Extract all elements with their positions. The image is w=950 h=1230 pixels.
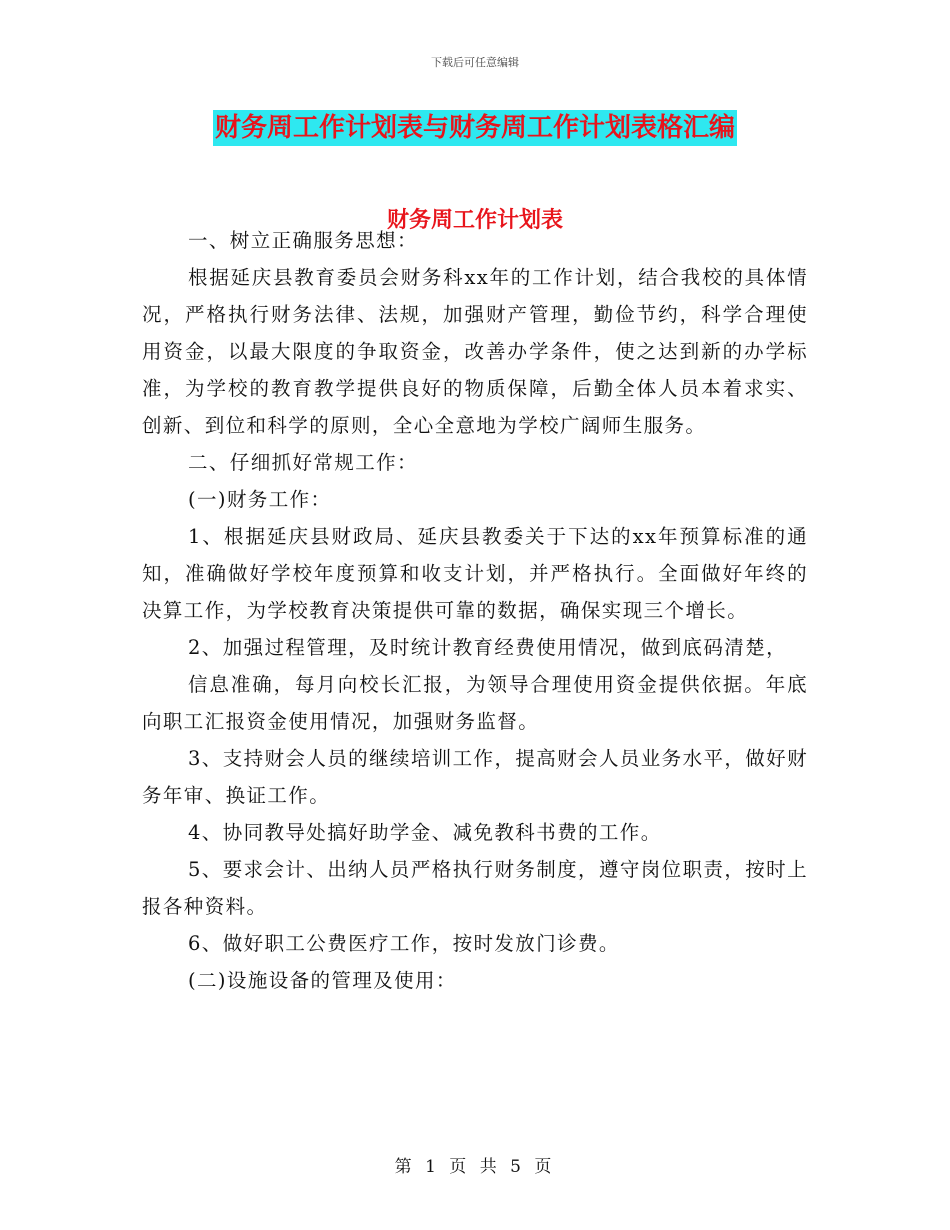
section-heading: 二、仔细抓好常规工作： bbox=[188, 451, 418, 474]
list-item-continuation: 信息准确，每月向校长汇报，为领导合理使用资金提供依据。年底向职工汇报资金使用情况，加强财务监督。 bbox=[142, 673, 808, 733]
list-item: 4、协同教导处搞好助学金、减免教科书费的工作。 bbox=[188, 821, 662, 844]
section-heading: 一、树立正确服务思想： bbox=[188, 229, 418, 252]
subsection-heading: (一)财务工作： bbox=[188, 488, 332, 511]
list-item: 6、做好职工公费医疗工作，按时发放门诊费。 bbox=[188, 932, 620, 955]
list-item: 3、支持财会人员的继续培训工作，提高财会人员业务水平，做好财务年审、换证工作。 bbox=[142, 747, 808, 807]
page-footer: 第 1 页 共 5 页 bbox=[394, 1157, 556, 1177]
main-title: 财务周工作计划表与财务周工作计划表格汇编 bbox=[213, 110, 737, 146]
header-note: 下载后可任意编辑 bbox=[431, 56, 519, 69]
sub-title: 财务周工作计划表 bbox=[386, 208, 563, 233]
document-body bbox=[142, 222, 808, 999]
list-item: 2、加强过程管理，及时统计教育经费使用情况，做到底码清楚， bbox=[188, 636, 788, 659]
main-title-container bbox=[0, 110, 950, 146]
list-item: 1、根据延庆县财政局、延庆县教委关于下达的xx年预算标准的通知，准确做好学校年度预算和收支计划，并严格执行。全面做好年终的决算工作，为学校教育决策提供可靠的数据，确保实现三个增长。 bbox=[142, 525, 808, 622]
subsection-heading: (二)设施设备的管理及使用： bbox=[188, 969, 457, 992]
list-item: 5、要求会计、出纳人员严格执行财务制度，遵守岗位职责，按时上报各种资料。 bbox=[142, 858, 808, 918]
paragraph: 根据延庆县教育委员会财务科xx年的工作计划，结合我校的具体情况，严格执行财务法律、法规，加强财产管理，勤俭节约，科学合理使用资金，以最大限度的争取资金，改善办学条件，使之达到新的办学标准，为学校的教育教学提供良好的物质保障，后勤全体人员本着求实、创新、到位和科学的原则，全心全意地为学校广阔师生服务。 bbox=[142, 266, 808, 437]
